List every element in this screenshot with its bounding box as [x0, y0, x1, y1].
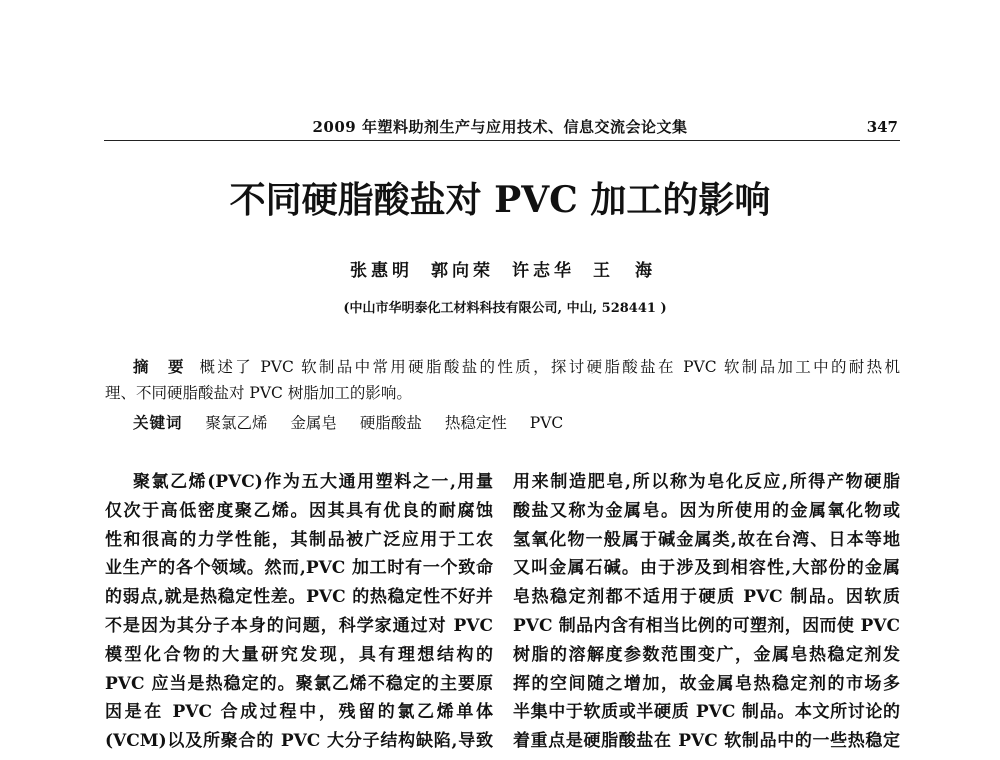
affiliation: (中山市华明泰化工材料科技有限公司, 中山, 528441 ) — [343, 301, 667, 316]
body-column-right — [513, 468, 900, 758]
body-line: 业生产的各个领域。然而,PVC 加工时有一个致命 — [105, 558, 493, 579]
keyword: PVC — [529, 414, 564, 432]
abstract-text: 概述了 PVC 软制品中常用硬脂酸盐的性质，探讨硬脂酸盐在 PVC 软制品加工中的耐热机 — [199, 358, 900, 376]
author-name: 郭向荣 — [431, 261, 494, 281]
keyword: 聚氯乙烯 — [205, 414, 268, 432]
body-line: 皂热稳定剂都不适用于硬质 PVC 制品。因软质 — [513, 587, 900, 608]
author-list — [100, 259, 906, 283]
body-line: 的弱点,就是热稳定性差。PVC 的热稳定性不好并 — [105, 587, 493, 608]
body-line: 半集中于软质或半硬质 PVC 制品。本文所讨论的 — [513, 702, 900, 723]
abstract-label: 摘 要 — [133, 357, 186, 376]
body-line: 模型化合物的大量研究发现，具有理想结构的 — [105, 644, 493, 665]
body-line: (VCM)以及所聚合的 PVC 大分子结构缺陷,导致 — [105, 731, 493, 752]
keywords-line — [133, 410, 900, 436]
body-line: 树脂的溶解度参数范围变广，金属皂热稳定剂发 — [513, 644, 900, 665]
body-line: 因是在 PVC 合成过程中，残留的氯乙烯单体 — [105, 702, 493, 723]
keywords-label: 关键词 — [133, 413, 183, 432]
body-line: 性和很高的力学性能，其制品被广泛应用于工农 — [105, 529, 493, 550]
abstract-line — [105, 354, 900, 380]
author-name: 张惠明 — [350, 261, 413, 281]
body-line: 仅次于高低密度聚乙烯。因其具有优良的耐腐蚀 — [105, 500, 493, 521]
paper-title: 不同硬脂酸盐对 PVC 加工的影响 — [229, 179, 771, 221]
body-line: 酸盐又称为金属皂。因为所使用的金属氧化物或 — [513, 500, 900, 521]
body-line: PVC 制品内含有相当比例的可塑剂，因而使 PVC — [513, 615, 900, 636]
keyword: 硬脂酸盐 — [359, 414, 422, 432]
body-line: 不是因为其分子本身的问题，科学家通过对 PVC — [105, 615, 493, 636]
body-line: PVC 应当是热稳定的。聚氯乙烯不稳定的主要原 — [105, 673, 493, 694]
page-number: 347 — [866, 118, 898, 136]
body-line: 挥的空间随之增加，故金属皂热稳定剂的市场多 — [513, 673, 900, 694]
body-line: 又叫金属石碱。由于涉及到相容性,大部份的金属 — [513, 558, 900, 579]
body-column-left — [105, 468, 493, 758]
abstract-text: 理、不同硬脂酸盐对 PVC 树脂加工的影响。 — [105, 384, 412, 402]
body-line: 着重点是硬脂酸盐在 PVC 软制品中的一些热稳定 — [513, 731, 900, 752]
body-line: 用来制造肥皂,所以称为皂化反应,所得产物硬脂 — [513, 472, 900, 492]
author-name: 王 海 — [593, 261, 656, 281]
body-line: 聚氯乙烯(PVC)作为五大通用塑料之一,用量 — [133, 472, 493, 492]
keyword: 金属皂 — [290, 414, 337, 432]
author-name: 许志华 — [512, 261, 575, 281]
body-line: 氢氧化物一般属于碱金属类,故在台湾、日本等地 — [513, 529, 900, 550]
keyword: 热稳定性 — [444, 414, 507, 432]
header-rule — [104, 140, 900, 141]
running-header-title: 2009 年塑料助剂生产与应用技术、信息交流会论文集 — [312, 118, 688, 136]
